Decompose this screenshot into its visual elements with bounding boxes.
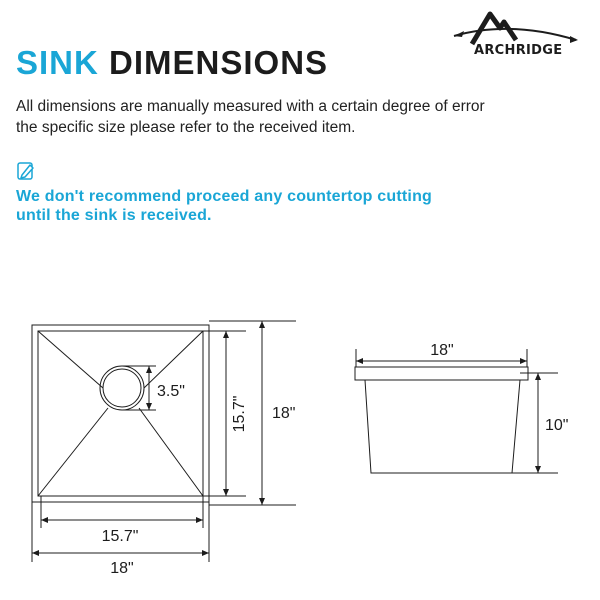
logo-wordmark: ARCHRIDGE [474,43,563,58]
inner-width-label: 15.7" [101,528,139,545]
top-view [32,321,296,562]
side-view [355,349,558,473]
title-accent: SINK [16,44,99,81]
drain-inner [103,369,141,407]
page-title [16,46,328,79]
sink-outer-rim [32,325,209,502]
sink-dimension-diagram [0,300,600,600]
outer-width-label: 18" [110,560,134,577]
measurement-note-line-2: the specific size please refer to the received item. [16,119,356,136]
pencil-tip-icon [16,161,36,181]
cutting-warning-line-1: We don't recommend proceed any countertop cutting [16,188,433,205]
sink-inner-bowl [38,331,203,496]
sink-side-profile [355,367,528,473]
cutting-warning-line-2: until the sink is received. [16,207,212,224]
outer-height-label: 18" [272,405,296,422]
side-depth-label: 10" [545,417,569,434]
cutting-warning [16,187,576,225]
measurement-note-line-1: All dimensions are manually measured with a certain degree of error [16,98,485,115]
side-width-label: 18" [430,342,454,359]
title-main: DIMENSIONS [109,44,329,81]
measurement-note [16,96,576,138]
inner-height-label: 15.7" [231,395,248,433]
drain-outer [100,366,144,410]
drain-diameter-label: 3.5" [157,383,185,400]
